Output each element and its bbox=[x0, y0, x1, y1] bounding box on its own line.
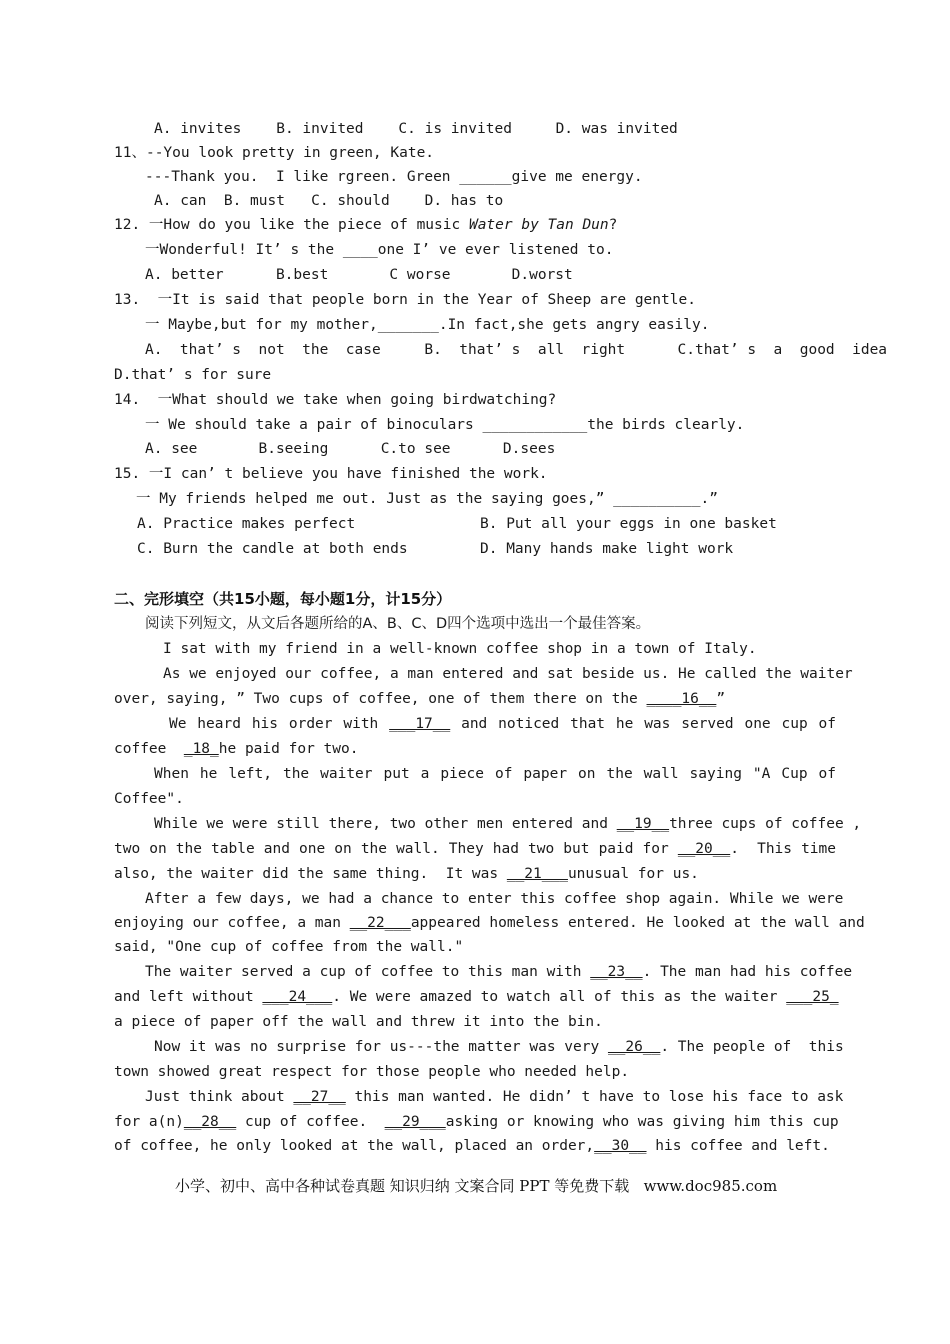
passage-text: over, saying, ” Two cups of coffee, one of them there on the bbox=[114, 691, 647, 707]
passage-text: Just think about bbox=[145, 1089, 294, 1105]
q15-option-b: B. Put all your eggs in one basket bbox=[480, 516, 777, 532]
q15-option-a: A. Practice makes perfect bbox=[137, 516, 356, 532]
passage-p6-line1: After a few days, we had a chance to enter this coffee shop again. While we were bbox=[145, 891, 844, 907]
passage-text: Now it was no surprise for us---the matter was very bbox=[154, 1039, 608, 1055]
q12-reply: 一Wonderful! It’ s the ____one I’ ve ever listened to. bbox=[145, 242, 614, 258]
q11-reply: ---Thank you. I like rgreen. Green ______give me energy. bbox=[145, 169, 643, 185]
passage-text: appeared homeless entered. He looked at the wall and bbox=[410, 915, 865, 931]
page-footer: 小学、初中、高中各种试卷真题 知识归纳 文案合同 PPT 等免费下载 www.doc985.com bbox=[175, 1177, 778, 1195]
passage-p5-line2 bbox=[114, 839, 836, 859]
passage-p9-line2 bbox=[114, 1112, 839, 1132]
section-heading: 二、完形填空（共15小题，每小题1分，计15分） bbox=[114, 590, 452, 608]
blank-22: __22___ bbox=[349, 915, 411, 931]
passage-text: his coffee and left. bbox=[646, 1138, 830, 1154]
q10-options: A. invites B. invited C. is invited D. was invited bbox=[154, 121, 678, 137]
blank-24: ___24___ bbox=[262, 989, 333, 1005]
passage-p7-line2 bbox=[114, 987, 839, 1007]
blank-28: __28__ bbox=[183, 1114, 237, 1130]
passage-p2-line2 bbox=[114, 689, 725, 709]
q11-options: A. can B. must C. should D. has to bbox=[154, 193, 504, 209]
passage-p9-line3 bbox=[114, 1136, 830, 1156]
q14-stem: 14. 一What should we take when going birdwatching? bbox=[114, 392, 557, 408]
blank-27: __27__ bbox=[293, 1089, 346, 1105]
passage-p6-line2 bbox=[114, 913, 865, 933]
passage-text: this man wanted. He didn’ t have to lose his face to ask bbox=[345, 1089, 844, 1105]
blank-18: _18_ bbox=[183, 741, 219, 757]
passage-p7-line1 bbox=[145, 962, 853, 982]
passage-p1: I sat with my friend in a well-known coffee shop in a town of Italy. bbox=[163, 641, 757, 657]
passage-text: . The man had his coffee bbox=[642, 964, 853, 980]
passage-text: also, the waiter did the same thing. It was bbox=[114, 866, 507, 882]
q12-options: A. better B.best C worse D.worst bbox=[145, 267, 573, 283]
passage-p3-line1 bbox=[169, 714, 836, 734]
passage-text: of coffee, he only looked at the wall, placed an order, bbox=[114, 1138, 595, 1154]
passage-text: and noticed that he was served one cup of bbox=[450, 716, 837, 732]
q13-reply: 一 Maybe,but for my mother,_______.In fact,she gets angry easily. bbox=[145, 317, 710, 333]
q12-stem-text: 12. 一How do you like the piece of music bbox=[114, 217, 469, 233]
blank-30: __30__ bbox=[594, 1138, 647, 1154]
passage-p6-line3: said, "One cup of coffee from the wall." bbox=[114, 939, 464, 955]
q13-options-line2: D.that’ s for sure bbox=[114, 367, 272, 383]
passage-text: The waiter served a cup of coffee to this man with bbox=[145, 964, 591, 980]
q15-stem: 15. 一I can’ t believe you have finished the work. bbox=[114, 466, 548, 482]
blank-29: __29___ bbox=[384, 1114, 446, 1130]
q11-stem: 11、--You look pretty in green, Kate. bbox=[114, 145, 435, 161]
q15-option-d: D. Many hands make light work bbox=[480, 541, 734, 557]
passage-text: unusual for us. bbox=[567, 866, 699, 882]
passage-text: coffee bbox=[114, 741, 184, 757]
q14-reply: 一 We should take a pair of binoculars ____________the birds clearly. bbox=[145, 417, 745, 433]
passage-p2-line1: As we enjoyed our coffee, a man entered and sat beside us. He called the waiter bbox=[163, 666, 853, 682]
q13-options-line1: A. that’ s not the case B. that’ s all right C.that’ s a good idea bbox=[145, 342, 888, 358]
section-instruction: 阅读下列短文，从文后各题所给的A、B、C、D四个选项中选出一个最佳答案。 bbox=[145, 616, 651, 632]
q15-option-c: C. Burn the candle at both ends bbox=[137, 541, 408, 557]
passage-text: two on the table and one on the wall. They had two but paid for bbox=[114, 841, 678, 857]
passage-p7-line3: a piece of paper off the wall and threw it into the bin. bbox=[114, 1014, 603, 1030]
blank-23: __23__ bbox=[590, 964, 643, 980]
passage-text: enjoying our coffee, a man bbox=[114, 915, 350, 931]
passage-text: he paid for two. bbox=[218, 741, 359, 757]
passage-text: . The people of this bbox=[660, 1039, 844, 1055]
q12-music-title: Water by Tan Dun bbox=[468, 217, 609, 233]
passage-p5-line3 bbox=[114, 864, 699, 884]
passage-p9-line1 bbox=[145, 1087, 844, 1107]
passage-p4-line1: When he left, the waiter put a piece of paper on the wall saying "A Cup of bbox=[154, 766, 836, 782]
passage-text: . This time bbox=[730, 841, 836, 857]
passage-text: . We were amazed to watch all of this as the waiter bbox=[332, 989, 787, 1005]
blank-26: __26__ bbox=[607, 1039, 661, 1055]
passage-text: cup of coffee. bbox=[236, 1114, 385, 1130]
blank-21: __21___ bbox=[506, 866, 568, 882]
passage-text: and left without bbox=[114, 989, 263, 1005]
q14-options: A. see B.seeing C.to see D.sees bbox=[145, 441, 556, 457]
passage-text: While we were still there, two other men entered and bbox=[154, 816, 617, 832]
passage-p4-line2: Coffee". bbox=[114, 791, 184, 807]
passage-p8-line1 bbox=[154, 1037, 844, 1057]
q12-stem-end: ? bbox=[608, 217, 618, 233]
blank-20: __20__ bbox=[677, 841, 731, 857]
blank-19: __19__ bbox=[616, 816, 670, 832]
passage-text: for a(n) bbox=[114, 1114, 184, 1130]
blank-25: ___25_ bbox=[786, 989, 839, 1005]
blank-17: ___17__ bbox=[389, 716, 451, 732]
q12-stem bbox=[114, 215, 617, 235]
passage-text: three cups of coffee , bbox=[669, 816, 862, 832]
passage-text: ” bbox=[716, 691, 726, 707]
q13-stem: 13. 一It is said that people born in the Year of Sheep are gentle. bbox=[114, 292, 696, 308]
passage-text: asking or knowing who was giving him this cup bbox=[445, 1114, 839, 1130]
passage-p5-line1 bbox=[154, 814, 862, 834]
blank-16: ____16__ bbox=[646, 691, 717, 707]
passage-text: We heard his order with bbox=[169, 716, 390, 732]
passage-p3-line2 bbox=[114, 739, 358, 759]
q15-reply: 一 My friends helped me out. Just as the saying goes,” __________.” bbox=[136, 491, 718, 507]
passage-p8-line2: town showed great respect for those people who needed help. bbox=[114, 1064, 630, 1080]
